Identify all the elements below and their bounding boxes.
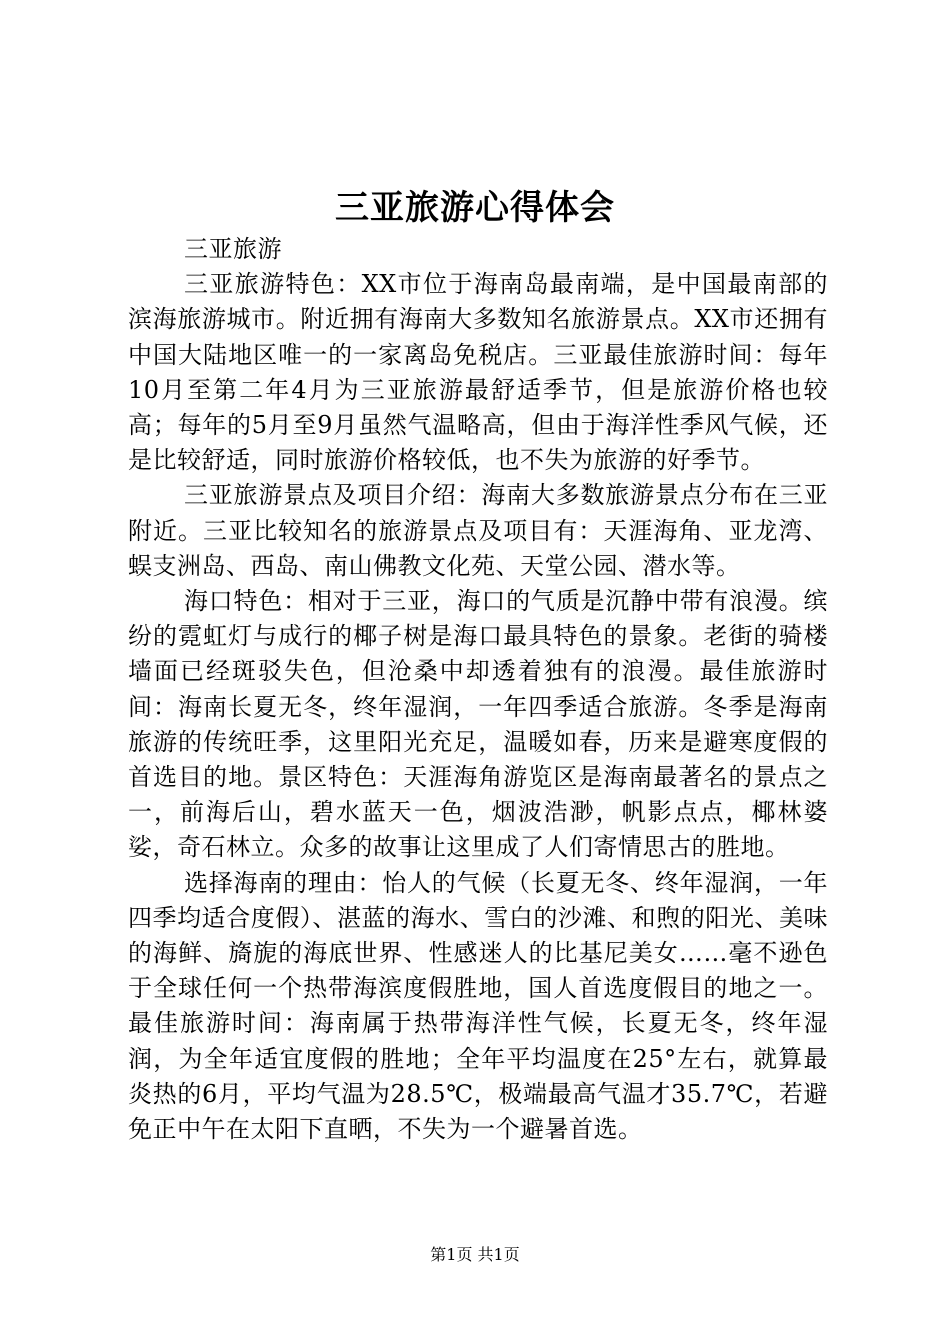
- document-body: [128, 232, 828, 1147]
- document-title: 三亚旅游心得体会: [335, 188, 615, 228]
- paragraph-heading: 三亚旅游: [184, 235, 282, 263]
- paragraph-reasons-hainan: 选择海南的理由：怡人的气候（长夏无冬、终年湿润，一年四季均适合度假）、湛蓝的海水、雪白的沙滩、和煦的阳光、美味的海鲜、旖旎的海底世界、性感迷人的比基尼美女……毫不逊色于全球任何一个热带海滨度假胜地，国人首选度假目的地之一。最佳旅游时间：海南属于热带海洋性气候，长夏无冬，终年湿润，为全年适宜度假的胜地；全年平均温度在25°左右，就算最炎热的6月，平均气温为28.5℃，极端最高气温才35.7℃，若避免正中午在太阳下直晒，不失为一个避暑首选。: [128, 868, 828, 1144]
- paragraph-sanya-attractions: 三亚旅游景点及项目介绍：海南大多数旅游景点分布在三亚附近。三亚比较知名的旅游景点及项目有：天涯海角、亚龙湾、蜈支洲岛、西岛、南山佛教文化苑、天堂公园、潜水等。: [128, 481, 828, 580]
- page-footer: 第1页 共1页: [430, 1245, 520, 1264]
- paragraph-haikou-features: 海口特色：相对于三亚，海口的气质是沉静中带有浪漫。缤纷的霓虹灯与成行的椰子树是海口最具特色的景象。老街的骑楼墙面已经斑驳失色，但沧桑中却透着独有的浪漫。最佳旅游时间：海南长夏无冬，终年湿润，一年四季适合旅游。冬季是海南旅游的传统旺季，这里阳光充足，温暖如春，历来是避寒度假的首选目的地。景区特色：天涯海角游览区是海南最著名的景点之一，前海后山，碧水蓝天一色，烟波浩渺，帆影点点，椰林婆娑，奇石林立。众多的故事让这里成了人们寄情思古的胜地。: [128, 587, 828, 862]
- paragraph-sanya-features: 三亚旅游特色：XX市位于海南岛最南端，是中国最南部的滨海旅游城市。附近拥有海南大多数知名旅游景点。XX市还拥有中国大陆地区唯一的一家离岛免税店。三亚最佳旅游时间：每年10月至第二年4月为三亚旅游最舒适季节，但是旅游价格也较高；每年的5月至9月虽然气温略高，但由于海洋性季风气候，还是比较舒适，同时旅游价格较低，也不失为旅游的好季节。: [128, 270, 828, 475]
